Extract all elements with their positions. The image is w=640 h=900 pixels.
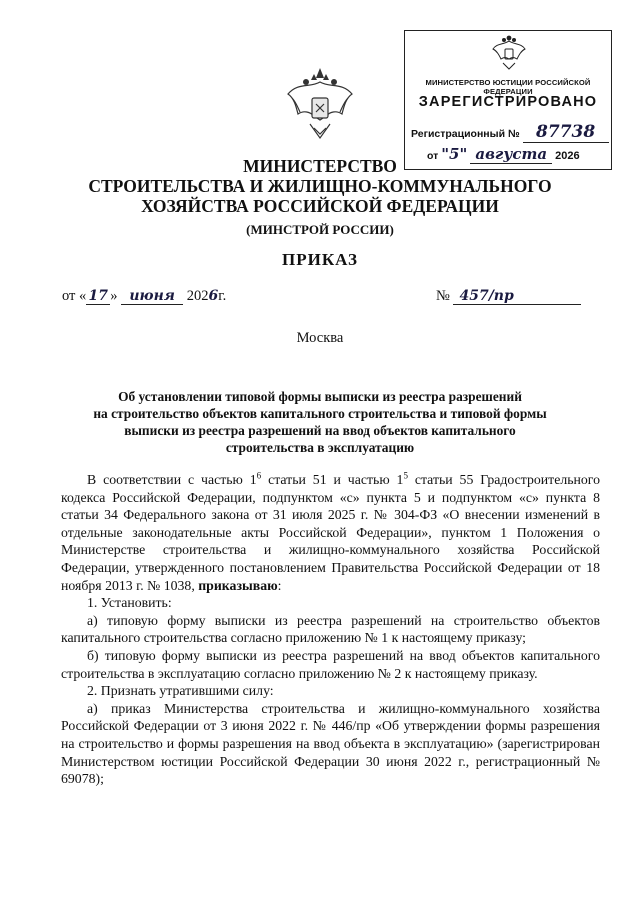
order-date-prefix: от « <box>62 288 87 304</box>
ministry-name <box>40 156 600 216</box>
item-1b: б) типовую форму выписки из реестра разрешений на ввод объектов капитального строительства в эксплуатацию согласно приложению № 2 к настоящему приказу. <box>61 647 600 681</box>
order-number <box>436 288 581 305</box>
preamble-part-a: В соответствии с частью 1 <box>87 472 257 487</box>
item-1a: а) типовую форму выписки из реестра разрешений на строительство объектов капитального строительства согласно приложению № 1 к настоящему приказу; <box>61 612 600 646</box>
preamble-end: : <box>277 577 282 593</box>
eagle-emblem-icon <box>489 35 529 73</box>
ministry-line-1: МИНИСТЕРСТВО <box>243 156 397 176</box>
order-date-g: г. <box>218 288 227 304</box>
ministry-line-2: СТРОИТЕЛЬСТВА И ЖИЛИЩНО-КОММУНАЛЬНОГО <box>88 176 552 196</box>
title-line-1: Об установлении типовой формы выписки из реестра разрешений <box>118 389 522 404</box>
order-date-year-suffix: 6 <box>208 288 219 304</box>
stamp-date-year: 2026 <box>555 150 580 162</box>
city: Москва <box>296 330 344 346</box>
registration-stamp <box>404 30 612 170</box>
stamp-date-day: "5" <box>441 145 468 163</box>
stamp-registered-label: ЗАРЕГИСТРИРОВАНО <box>418 94 598 110</box>
stamp-reg-number: 87738 <box>523 122 609 143</box>
title-line-2: на строительство объектов капитального строительства и типовой формы <box>93 406 547 421</box>
document-body <box>61 471 600 788</box>
stamp-registration-line <box>411 122 609 143</box>
preamble-part-c: статьи 55 Градостроительного кодекса Российской Федерации, подпунктом «с» пункта 5 и подпунктом «с» пункта 8 статьи 34 Федерального закона от 31 июля 2025 г. № 304-ФЗ «О внесении изменений в отдельные законодательные акты Российской Федерации», пунктом 1 Положения о Министерстве строительства и жилищно-коммунального хозяйства Российской Федерации, утвержденного постановлением Правительства Российской Федерации от 18 ноября 2013 г. № 1038, <box>61 472 600 593</box>
ministry-short-name: (МИНСТРОЙ РОССИИ) <box>246 222 394 237</box>
order-number-label: № <box>436 288 450 304</box>
stamp-date-month: августа <box>470 145 552 164</box>
order-date-month: июня <box>121 288 183 305</box>
ministry-line-3: ХОЗЯЙСТВА РОССИЙСКОЙ ФЕДЕРАЦИИ <box>141 196 499 216</box>
preamble-part-b: статьи 51 и частью 1 <box>261 472 404 487</box>
item-1-heading: 1. Установить: <box>87 595 172 611</box>
stamp-ministry-name: МИНИСТЕРСТВО ЮСТИЦИИ РОССИЙСКОЙ ФЕДЕРАЦИИ <box>425 78 591 96</box>
preamble-sup-1: 6 <box>256 470 262 481</box>
item-2-heading: 2. Признать утратившими силу: <box>87 683 274 699</box>
order-number-value: 457/пр <box>453 288 581 305</box>
document-title <box>70 388 570 456</box>
title-line-4: строительства в эксплуатацию <box>225 440 415 455</box>
preamble-sup-2: 5 <box>403 470 408 481</box>
order-date <box>62 288 226 305</box>
preamble-order-word: приказываю <box>198 577 278 593</box>
title-line-3: выписки из реестра разрешений на ввод объектов капитального <box>124 423 516 438</box>
order-date-day: 17 <box>86 288 110 305</box>
stamp-date-prefix: от <box>427 150 439 162</box>
stamp-reg-label: Регистрационный № <box>411 128 520 140</box>
order-date-mid: » <box>110 288 118 304</box>
document-type: ПРИКАЗ <box>282 250 358 269</box>
russian-coat-of-arms-icon <box>284 68 356 148</box>
item-2a: а) приказ Министерства строительства и жилищно-коммунального хозяйства Российской Федерации от 3 июня 2022 г. № 446/пр «Об утверждении формы разрешения на строительство и формы разрешения на ввод объекта в эксплуатацию» (зарегистрирован Министерством юстиции Российской Федерации 30 июня 2022 г., регистрационный № 69078); <box>61 700 600 787</box>
order-date-year-prefix: 202 <box>186 288 209 304</box>
preamble-paragraph <box>61 471 600 594</box>
